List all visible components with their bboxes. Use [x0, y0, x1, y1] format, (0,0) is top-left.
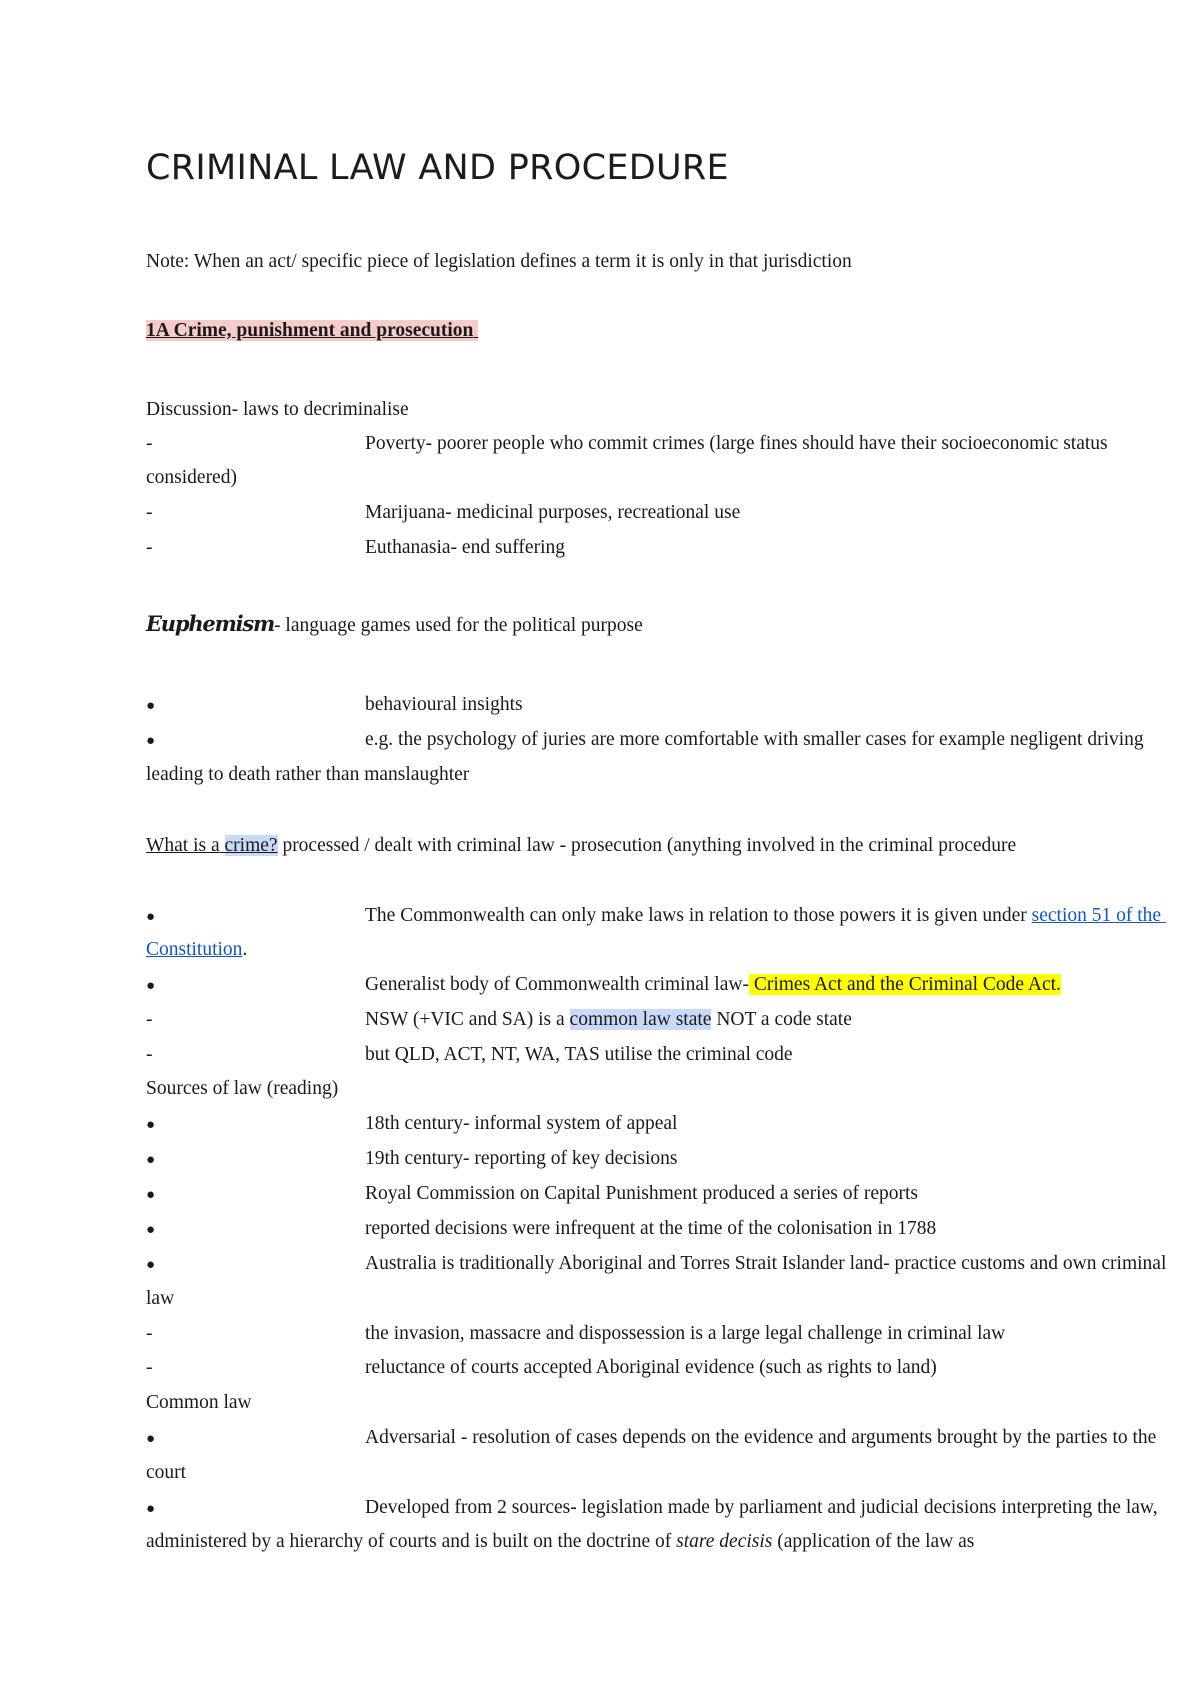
section-51-link[interactable]: section 51 of the	[1031, 905, 1162, 926]
bullet-marker: ●	[146, 1187, 156, 1203]
bullet-text: reported decisions were infrequent at the time of the colonisation in 1788	[365, 1218, 937, 1239]
dash-marker: -	[146, 1323, 153, 1344]
list-item-text: the invasion, massacre and dispossession is a large legal challenge in criminal law	[365, 1323, 1006, 1344]
bullet-text: Australia is traditionally Aboriginal and Torres Strait Islander land- practice customs and own criminal	[365, 1253, 1167, 1274]
list-item-text: NSW (+VIC and SA) is a common law state NOT a code state	[365, 1009, 852, 1030]
section-heading-text: 1A Crime, punishment and prosecution	[146, 320, 474, 341]
bullet-continuation: leading to death rather than manslaughter	[146, 764, 470, 785]
bullet-item	[146, 972, 1061, 999]
bullet-marker: ●	[146, 1222, 156, 1238]
bullet-continuation: law	[146, 1288, 175, 1309]
crime-question-prefix: What is a	[146, 835, 225, 856]
discussion-heading: Discussion- laws to decriminalise	[146, 399, 409, 420]
bullet-continuation: administered by a hierarchy of courts and is built on the doctrine of stare decisis (application of the law as	[146, 1531, 975, 1552]
page-title: CRIMINAL LAW AND PROCEDURE	[146, 148, 729, 188]
bullet-marker: ●	[146, 978, 156, 994]
dash-marker: -	[146, 1357, 153, 1378]
bullet-text: behavioural insights	[365, 694, 523, 715]
bullet-item	[146, 1146, 678, 1173]
note-line: Note: When an act/ specific piece of legislation defines a term it is only in that jurisdiction	[146, 251, 852, 272]
common-law-heading: Common law	[146, 1392, 252, 1413]
list-item	[146, 535, 565, 561]
euphemism-line	[146, 611, 643, 639]
section-heading	[146, 318, 478, 344]
bullet-item	[146, 692, 523, 719]
list-item-text: but QLD, ACT, NT, WA, TAS utilise the criminal code	[365, 1044, 793, 1065]
bullet-item	[146, 1495, 1158, 1522]
constitution-link[interactable]: Constitution	[146, 939, 243, 960]
bullet-marker: ●	[146, 698, 156, 714]
list-item: - NSW (+VIC and SA) is a common law state NOT a code state	[146, 1007, 153, 1033]
list-item	[146, 1321, 1006, 1347]
dash-marker: -	[146, 433, 153, 454]
common-law-state-highlight: common law state	[569, 1009, 712, 1030]
bullet-text: e.g. the psychology of juries are more comfortable with smaller cases for example negligent driving	[365, 729, 1144, 750]
crimes-act-highlight: Crimes Act and the Criminal Code Act.	[748, 974, 1061, 995]
list-item	[146, 500, 741, 526]
list-item-continuation: considered)	[146, 467, 237, 488]
dash-marker: -	[146, 537, 153, 558]
bullet-marker: ●	[146, 1501, 156, 1517]
list-item: - but QLD, ACT, NT, WA, TAS utilise the criminal code	[146, 1042, 153, 1068]
bullet-marker: ●	[146, 1431, 156, 1447]
bullet-text: Adversarial - resolution of cases depends on the evidence and arguments brought by the parties to the	[365, 1427, 1157, 1448]
bullet-item	[146, 1216, 937, 1243]
list-item-text: Euthanasia- end suffering	[365, 537, 565, 558]
sources-heading: Sources of law (reading)	[146, 1078, 339, 1099]
crime-question-rest: processed / dealt with criminal law - prosecution (anything involved in the criminal procedure	[277, 835, 1017, 856]
bullet-continuation: Constitution.	[146, 939, 248, 960]
bullet-continuation: court	[146, 1462, 187, 1483]
crime-question-line	[146, 833, 1016, 859]
bullet-text: Generalist body of Commonwealth criminal law- Crimes Act and the Criminal Code Act.	[365, 974, 1061, 995]
bullet-text: The Commonwealth can only make laws in relation to those powers it is given under section 51 of the	[365, 905, 1162, 926]
bullet-text: Royal Commission on Capital Punishment produced a series of reports	[365, 1183, 918, 1204]
bullet-item	[146, 1425, 1157, 1452]
list-item	[146, 431, 1108, 457]
bullet-item	[146, 1251, 1167, 1278]
list-item-text: Poverty- poorer people who commit crimes (large fines should have their socioeconomic status	[365, 433, 1108, 454]
crime-question-highlight: crime?	[224, 835, 278, 856]
bullet-marker: ●	[146, 1257, 156, 1273]
bullet-marker: ●	[146, 909, 156, 925]
bullet-item	[146, 1181, 918, 1208]
euphemism-definition: - language games used for the political purpose	[274, 615, 643, 636]
bullet-item	[146, 727, 1144, 754]
bullet-text: Developed from 2 sources- legislation made by parliament and judicial decisions interpreting the law,	[365, 1497, 1158, 1518]
list-item-text: Marijuana- medicinal purposes, recreational use	[365, 502, 741, 523]
bullet-marker: ●	[146, 733, 156, 749]
bullet-item	[146, 1111, 678, 1138]
list-item	[146, 1355, 937, 1381]
stare-decisis-term: stare decisis	[676, 1531, 773, 1552]
dash-marker: -	[146, 502, 153, 523]
bullet-item	[146, 903, 1162, 930]
bullet-text: 19th century- reporting of key decisions	[365, 1148, 678, 1169]
bullet-marker: ●	[146, 1117, 156, 1133]
bullet-text: 18th century- informal system of appeal	[365, 1113, 678, 1134]
bullet-marker: ●	[146, 1152, 156, 1168]
euphemism-term: Euphemism	[146, 611, 275, 636]
list-item-text: reluctance of courts accepted Aboriginal evidence (such as rights to land)	[365, 1357, 937, 1378]
